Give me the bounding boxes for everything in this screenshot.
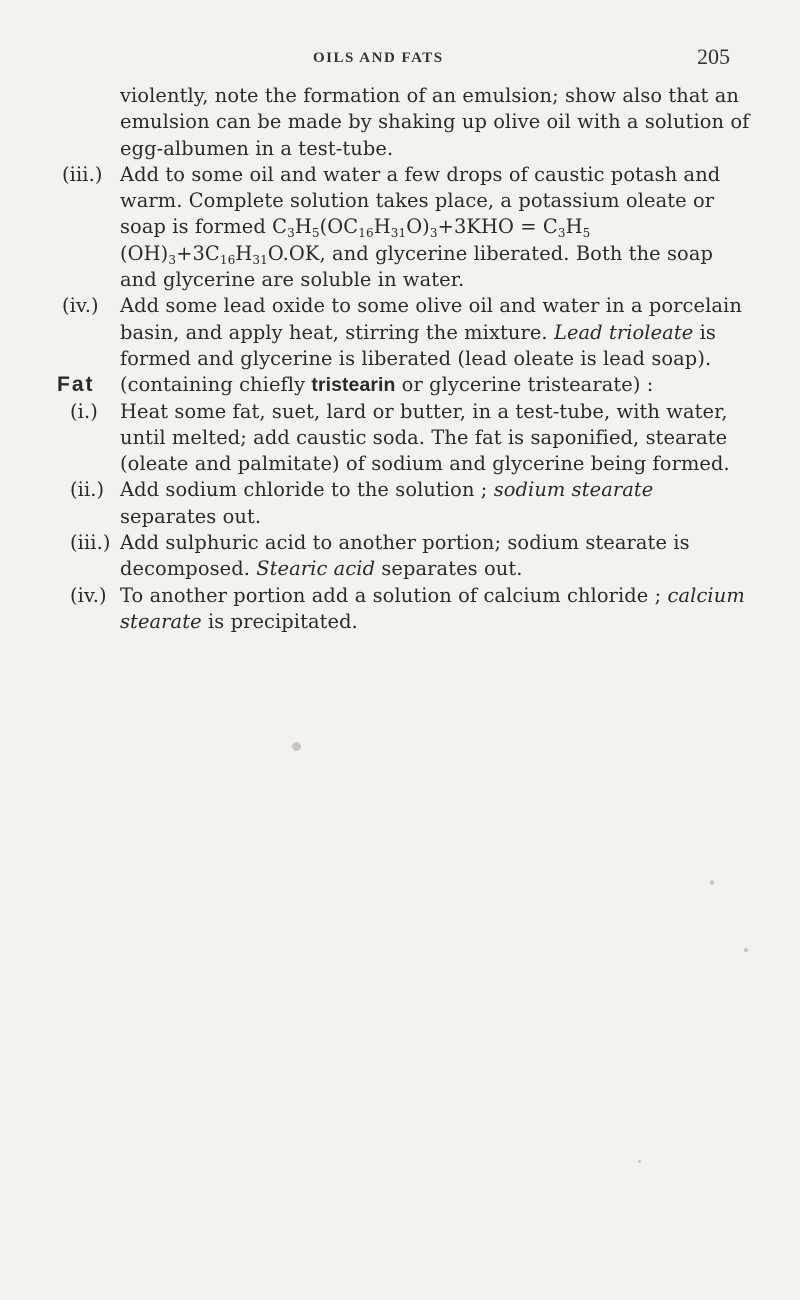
step-text-a: Add some lead oxide to some olive oil and water in a porcelain basin, and apply heat, stirring the mixture. [120,294,742,344]
paper-speck [744,948,748,952]
bold-term: tristearin [311,374,396,397]
paper-speck [292,742,301,751]
emphasis-term: calcium stearate [120,583,745,633]
paper-speck [710,880,714,885]
page-number: 205 [697,44,730,69]
paper-speck [638,1160,641,1163]
fat-label: Fat [57,373,95,397]
step-number: (iv.) [62,294,99,318]
emphasis-term: Lead trioleate [553,320,694,344]
emphasis-term: Stearic acid [256,557,376,581]
step-text-b: , and glycerine liberated. Both the soap and glycerine are soluble in water. [120,241,714,292]
fat-step-iv [62,583,752,636]
step-text [120,293,752,372]
continued-paragraph: violently, note the formation of an emulsion; show also that an emulsion can be made by shaking up olive oil with a solution of egg-albumen in a test-tube. [120,84,750,160]
step-text-b: is formed and glycerine is liberated (lead oleate is lead soap). [120,320,716,370]
emphasis-term: sodium stearate [493,478,654,502]
step-number: (iii.) [62,162,103,186]
step-number: (iii.) [70,531,111,555]
fat-step-iii [62,530,752,583]
step-text: Heat some fat, suet, lard or butter, in a test-tube, with water, until melted; add caustic soda. The fat is saponified, stearate (oleate and palmitate) of sodium and glycerine being formed. [120,399,730,476]
step-number: (iv.) [70,583,107,607]
fat-step-i [62,399,752,478]
step-iii-oil [62,162,752,293]
fat-heading-text: (containing chiefly tristearin or glycerine tristearate) : [120,373,654,397]
running-title: OILS AND FATS [313,50,444,66]
step-number: (ii.) [70,478,105,502]
saponification-equation: $C_3H_5(OC_{16}H_{31}O)_3+3KHO = C_3H_5$ $(OH)_3+3C_{16}H_{31}O.OK$ [120,215,591,267]
running-header [0,44,800,74]
step-iv-oil [62,293,752,372]
step-text: Add sulphuric acid to another portion; sodium stearate is decomposed. Stearic acid separates out. [120,531,690,581]
body-text [57,83,752,635]
step-number: (i.) [70,399,98,423]
step-text: To another portion add a solution of calcium chloride ; calcium stearate is precipitated. [120,583,745,633]
step-text-a: Add to some oil and water a few drops of caustic potash and warm. Complete solution takes place, a potassium oleate or soap is formed [120,162,721,239]
fat-section-heading [57,372,752,398]
step-text [120,162,752,293]
fat-step-ii [62,477,752,530]
step-text: Add sodium chloride to the solution ; sodium stearate separates out. [120,478,654,528]
